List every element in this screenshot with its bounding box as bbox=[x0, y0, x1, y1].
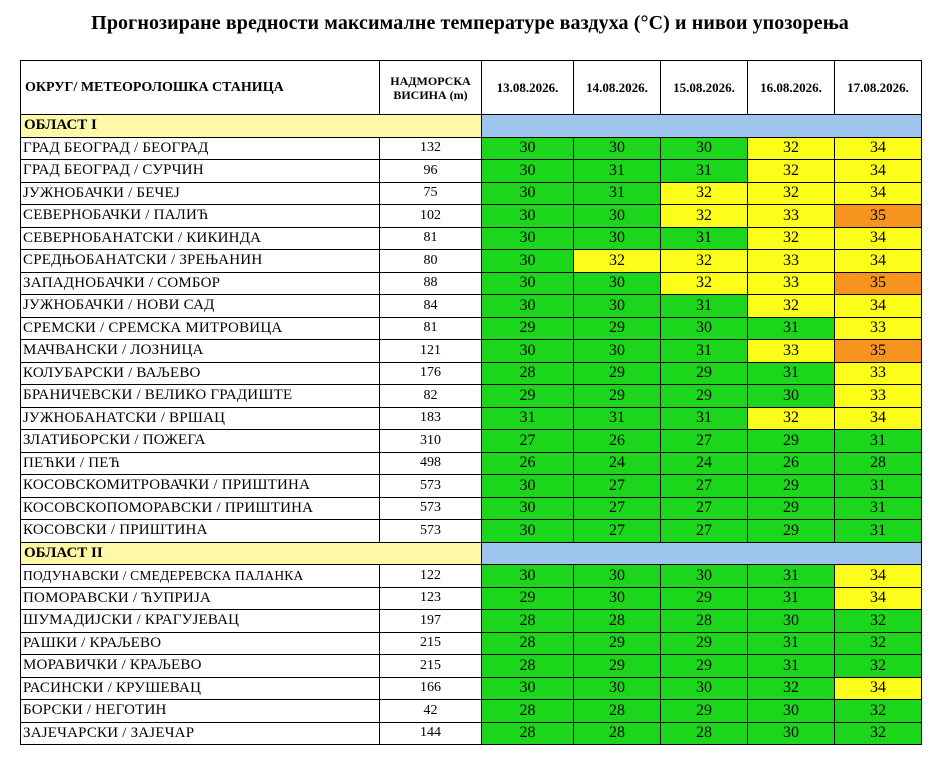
altitude-cell: 82 bbox=[380, 385, 482, 408]
temperature-cell: 32 bbox=[661, 205, 748, 228]
temperature-cell: 30 bbox=[482, 182, 574, 205]
temperature-cell: 27 bbox=[574, 520, 661, 543]
temperature-cell: 34 bbox=[835, 677, 922, 700]
date-column-header: 16.08.2026. bbox=[748, 61, 835, 115]
temperature-cell: 31 bbox=[835, 497, 922, 520]
station-name: КОСОВСКОПОМОРАВСКИ / ПРИШТИНА bbox=[21, 497, 380, 520]
temperature-cell: 30 bbox=[574, 205, 661, 228]
temperature-cell: 28 bbox=[574, 700, 661, 723]
altitude-cell: 96 bbox=[380, 160, 482, 183]
temperature-cell: 29 bbox=[482, 587, 574, 610]
temperature-cell: 29 bbox=[748, 475, 835, 498]
table-body bbox=[21, 115, 922, 745]
temperature-cell: 27 bbox=[661, 475, 748, 498]
temperature-cell: 30 bbox=[482, 137, 574, 160]
temperature-cell: 30 bbox=[482, 340, 574, 363]
altitude-cell: 310 bbox=[380, 430, 482, 453]
temperature-cell: 32 bbox=[748, 677, 835, 700]
station-name: РАСИНСКИ / КРУШЕВАЦ bbox=[21, 677, 380, 700]
temperature-cell: 32 bbox=[835, 632, 922, 655]
temperature-cell: 31 bbox=[661, 227, 748, 250]
temperature-cell: 33 bbox=[835, 317, 922, 340]
temperature-cell: 28 bbox=[482, 722, 574, 745]
header-row bbox=[21, 61, 922, 115]
station-name: ПЕЋКИ / ПЕЋ bbox=[21, 452, 380, 475]
temperature-cell: 30 bbox=[661, 677, 748, 700]
temperature-cell: 29 bbox=[574, 655, 661, 678]
temperature-cell: 33 bbox=[748, 250, 835, 273]
altitude-cell: 75 bbox=[380, 182, 482, 205]
temperature-cell: 30 bbox=[482, 250, 574, 273]
temperature-cell: 32 bbox=[748, 182, 835, 205]
temperature-cell: 34 bbox=[835, 407, 922, 430]
altitude-cell: 498 bbox=[380, 452, 482, 475]
station-name: ЈУЖНОБАЧКИ / БЕЧЕЈ bbox=[21, 182, 380, 205]
region-label: ОБЛАСТ II bbox=[21, 542, 482, 565]
temperature-cell: 32 bbox=[748, 295, 835, 318]
altitude-column-header: НАДМОРСКА ВИСИНА (m) bbox=[380, 61, 482, 115]
altitude-cell: 573 bbox=[380, 497, 482, 520]
station-name: ГРАД БЕОГРАД / СУРЧИН bbox=[21, 160, 380, 183]
table-row bbox=[21, 182, 922, 205]
temperature-cell: 32 bbox=[574, 250, 661, 273]
station-name: БРАНИЧЕВСКИ / ВЕЛИКО ГРАДИШТЕ bbox=[21, 385, 380, 408]
temperature-cell: 30 bbox=[574, 137, 661, 160]
station-name: СЕВЕРНОБАНАТСКИ / КИКИНДА bbox=[21, 227, 380, 250]
temperature-cell: 26 bbox=[748, 452, 835, 475]
temperature-cell: 28 bbox=[482, 655, 574, 678]
temperature-cell: 34 bbox=[835, 250, 922, 273]
station-name: СЕВЕРНОБАЧКИ / ПАЛИЋ bbox=[21, 205, 380, 228]
station-name: БОРСКИ / НЕГОТИН bbox=[21, 700, 380, 723]
temperature-cell: 30 bbox=[482, 565, 574, 588]
table-row bbox=[21, 317, 922, 340]
region-header-row bbox=[21, 115, 922, 138]
temperature-cell: 30 bbox=[482, 272, 574, 295]
temperature-cell: 30 bbox=[748, 610, 835, 633]
table-row bbox=[21, 497, 922, 520]
temperature-cell: 31 bbox=[748, 362, 835, 385]
temperature-cell: 34 bbox=[835, 160, 922, 183]
temperature-cell: 27 bbox=[661, 497, 748, 520]
temperature-cell: 30 bbox=[482, 520, 574, 543]
temperature-cell: 31 bbox=[748, 317, 835, 340]
station-name: ЗАПАДНОБАЧКИ / СОМБОР bbox=[21, 272, 380, 295]
region-header-row bbox=[21, 542, 922, 565]
temperature-cell: 30 bbox=[574, 340, 661, 363]
altitude-cell: 42 bbox=[380, 700, 482, 723]
table-row bbox=[21, 452, 922, 475]
temperature-cell: 28 bbox=[482, 362, 574, 385]
temperature-cell: 27 bbox=[661, 520, 748, 543]
temperature-cell: 33 bbox=[748, 340, 835, 363]
temperature-cell: 24 bbox=[661, 452, 748, 475]
temperature-cell: 30 bbox=[574, 272, 661, 295]
station-column-header: ОКРУГ/ МЕТЕОРОЛОШКА СТАНИЦА bbox=[21, 61, 380, 115]
temperature-cell: 32 bbox=[835, 655, 922, 678]
temperature-cell: 31 bbox=[835, 430, 922, 453]
temperature-cell: 32 bbox=[748, 137, 835, 160]
altitude-cell: 144 bbox=[380, 722, 482, 745]
temperature-cell: 31 bbox=[661, 295, 748, 318]
temperature-cell: 31 bbox=[482, 407, 574, 430]
temperature-cell: 26 bbox=[574, 430, 661, 453]
temperature-cell: 28 bbox=[482, 700, 574, 723]
temperature-cell: 30 bbox=[482, 227, 574, 250]
altitude-cell: 102 bbox=[380, 205, 482, 228]
temperature-cell: 31 bbox=[748, 565, 835, 588]
temperature-cell: 32 bbox=[661, 250, 748, 273]
temperature-cell: 31 bbox=[661, 407, 748, 430]
temperature-cell: 29 bbox=[748, 430, 835, 453]
table-row bbox=[21, 362, 922, 385]
temperature-cell: 29 bbox=[482, 317, 574, 340]
date-column-header: 14.08.2026. bbox=[574, 61, 661, 115]
temperature-cell: 30 bbox=[482, 497, 574, 520]
date-column-header: 15.08.2026. bbox=[661, 61, 748, 115]
temperature-cell: 29 bbox=[574, 317, 661, 340]
temperature-cell: 30 bbox=[748, 722, 835, 745]
temperature-cell: 27 bbox=[574, 475, 661, 498]
station-name: ПОМОРАВСКИ / ЋУПРИЈА bbox=[21, 587, 380, 610]
station-name: ШУМАДИЈСКИ / КРАГУЈЕВАЦ bbox=[21, 610, 380, 633]
table-row bbox=[21, 520, 922, 543]
temperature-cell: 33 bbox=[835, 385, 922, 408]
temperature-cell: 31 bbox=[574, 407, 661, 430]
temperature-cell: 30 bbox=[574, 677, 661, 700]
temperature-cell: 29 bbox=[574, 632, 661, 655]
temperature-cell: 30 bbox=[482, 295, 574, 318]
forecast-table bbox=[20, 60, 922, 745]
altitude-cell: 176 bbox=[380, 362, 482, 385]
temperature-cell: 29 bbox=[661, 362, 748, 385]
temperature-cell: 31 bbox=[835, 520, 922, 543]
table-row bbox=[21, 227, 922, 250]
page-title: Прогнозиране вредности максималне температуре ваздуха (°C) и нивои упозорења bbox=[91, 12, 849, 34]
temperature-cell: 30 bbox=[482, 677, 574, 700]
table-row bbox=[21, 385, 922, 408]
station-name: КОСОВСКИ / ПРИШТИНА bbox=[21, 520, 380, 543]
table-row bbox=[21, 475, 922, 498]
temperature-cell: 31 bbox=[835, 475, 922, 498]
temperature-cell: 31 bbox=[748, 632, 835, 655]
altitude-cell: 81 bbox=[380, 227, 482, 250]
temperature-cell: 34 bbox=[835, 295, 922, 318]
temperature-cell: 32 bbox=[661, 272, 748, 295]
temperature-cell: 29 bbox=[661, 587, 748, 610]
temperature-cell: 30 bbox=[482, 205, 574, 228]
temperature-cell: 33 bbox=[748, 205, 835, 228]
temperature-cell: 31 bbox=[574, 182, 661, 205]
temperature-cell: 32 bbox=[835, 722, 922, 745]
temperature-cell: 30 bbox=[661, 317, 748, 340]
region-bar bbox=[482, 115, 922, 138]
temperature-cell: 29 bbox=[574, 362, 661, 385]
altitude-cell: 132 bbox=[380, 137, 482, 160]
altitude-cell: 80 bbox=[380, 250, 482, 273]
table-row bbox=[21, 610, 922, 633]
temperature-cell: 29 bbox=[482, 385, 574, 408]
station-name: СРЕМСКИ / СРЕМСКА МИТРОВИЦА bbox=[21, 317, 380, 340]
altitude-cell: 122 bbox=[380, 565, 482, 588]
station-name: ЗАЈЕЧАРСКИ / ЗАЈЕЧАР bbox=[21, 722, 380, 745]
region-bar bbox=[482, 542, 922, 565]
date-column-header: 17.08.2026. bbox=[835, 61, 922, 115]
table-row bbox=[21, 272, 922, 295]
temperature-cell: 30 bbox=[748, 700, 835, 723]
altitude-cell: 183 bbox=[380, 407, 482, 430]
table-row bbox=[21, 295, 922, 318]
altitude-cell: 166 bbox=[380, 677, 482, 700]
temperature-cell: 32 bbox=[835, 610, 922, 633]
altitude-cell: 215 bbox=[380, 655, 482, 678]
station-name: ЗЛАТИБОРСКИ / ПОЖЕГА bbox=[21, 430, 380, 453]
temperature-cell: 32 bbox=[661, 182, 748, 205]
temperature-cell: 31 bbox=[661, 160, 748, 183]
region-label: ОБЛАСТ I bbox=[21, 115, 482, 138]
temperature-cell: 29 bbox=[574, 385, 661, 408]
table-row bbox=[21, 205, 922, 228]
temperature-cell: 24 bbox=[574, 452, 661, 475]
altitude-cell: 88 bbox=[380, 272, 482, 295]
station-name: МАЧВАНСКИ / ЛОЗНИЦА bbox=[21, 340, 380, 363]
table-row bbox=[21, 632, 922, 655]
temperature-cell: 34 bbox=[835, 587, 922, 610]
table-row bbox=[21, 677, 922, 700]
temperature-cell: 33 bbox=[835, 362, 922, 385]
temperature-cell: 30 bbox=[482, 160, 574, 183]
temperature-cell: 30 bbox=[574, 295, 661, 318]
temperature-cell: 31 bbox=[748, 587, 835, 610]
temperature-cell: 34 bbox=[835, 182, 922, 205]
temperature-cell: 31 bbox=[748, 655, 835, 678]
temperature-cell: 28 bbox=[574, 722, 661, 745]
temperature-cell: 34 bbox=[835, 137, 922, 160]
temperature-cell: 29 bbox=[661, 632, 748, 655]
table-row bbox=[21, 700, 922, 723]
temperature-cell: 29 bbox=[661, 700, 748, 723]
altitude-cell: 215 bbox=[380, 632, 482, 655]
station-name: ЈУЖНОБАЧКИ / НОВИ САД bbox=[21, 295, 380, 318]
temperature-cell: 32 bbox=[748, 160, 835, 183]
altitude-cell: 573 bbox=[380, 520, 482, 543]
temperature-cell: 29 bbox=[661, 655, 748, 678]
temperature-cell: 32 bbox=[748, 407, 835, 430]
temperature-cell: 32 bbox=[748, 227, 835, 250]
temperature-cell: 30 bbox=[661, 565, 748, 588]
temperature-cell: 28 bbox=[574, 610, 661, 633]
temperature-cell: 30 bbox=[482, 475, 574, 498]
temperature-cell: 35 bbox=[835, 205, 922, 228]
temperature-cell: 27 bbox=[661, 430, 748, 453]
station-name: ПОДУНАВСКИ / СМЕДЕРЕВСКА ПАЛАНКА bbox=[21, 565, 380, 588]
altitude-cell: 81 bbox=[380, 317, 482, 340]
station-name: КОЛУБАРСКИ / ВАЉЕВО bbox=[21, 362, 380, 385]
temperature-cell: 30 bbox=[574, 587, 661, 610]
temperature-cell: 28 bbox=[835, 452, 922, 475]
station-name: ЈУЖНОБАНАТСКИ / ВРШАЦ bbox=[21, 407, 380, 430]
temperature-cell: 30 bbox=[574, 227, 661, 250]
station-name: ГРАД БЕОГРАД / БЕОГРАД bbox=[21, 137, 380, 160]
temperature-cell: 28 bbox=[482, 632, 574, 655]
table-row bbox=[21, 250, 922, 273]
table-row bbox=[21, 340, 922, 363]
temperature-cell: 30 bbox=[574, 565, 661, 588]
altitude-cell: 573 bbox=[380, 475, 482, 498]
table-row bbox=[21, 565, 922, 588]
table-row bbox=[21, 407, 922, 430]
temperature-cell: 31 bbox=[574, 160, 661, 183]
temperature-cell: 30 bbox=[748, 385, 835, 408]
date-column-header: 13.08.2026. bbox=[482, 61, 574, 115]
temperature-cell: 29 bbox=[661, 385, 748, 408]
table-row bbox=[21, 430, 922, 453]
altitude-cell: 123 bbox=[380, 587, 482, 610]
temperature-cell: 34 bbox=[835, 565, 922, 588]
temperature-cell: 31 bbox=[661, 340, 748, 363]
station-name: МОРАВИЧКИ / КРАЉЕВО bbox=[21, 655, 380, 678]
table-row bbox=[21, 655, 922, 678]
temperature-cell: 29 bbox=[748, 497, 835, 520]
temperature-cell: 26 bbox=[482, 452, 574, 475]
table-row bbox=[21, 160, 922, 183]
altitude-cell: 197 bbox=[380, 610, 482, 633]
temperature-cell: 34 bbox=[835, 227, 922, 250]
temperature-cell: 29 bbox=[748, 520, 835, 543]
station-name: СРЕДЊОБАНАТСКИ / ЗРЕЊАНИН bbox=[21, 250, 380, 273]
altitude-cell: 121 bbox=[380, 340, 482, 363]
temperature-cell: 33 bbox=[748, 272, 835, 295]
temperature-cell: 27 bbox=[482, 430, 574, 453]
station-name: КОСОВСКОМИТРОВАЧКИ / ПРИШТИНА bbox=[21, 475, 380, 498]
table-row bbox=[21, 137, 922, 160]
temperature-cell: 28 bbox=[482, 610, 574, 633]
table-row bbox=[21, 587, 922, 610]
altitude-cell: 84 bbox=[380, 295, 482, 318]
temperature-cell: 28 bbox=[661, 722, 748, 745]
temperature-cell: 30 bbox=[661, 137, 748, 160]
station-name: РАШКИ / КРАЉЕВО bbox=[21, 632, 380, 655]
temperature-cell: 35 bbox=[835, 272, 922, 295]
temperature-cell: 27 bbox=[574, 497, 661, 520]
temperature-cell: 35 bbox=[835, 340, 922, 363]
table-row bbox=[21, 722, 922, 745]
temperature-cell: 32 bbox=[835, 700, 922, 723]
temperature-cell: 28 bbox=[661, 610, 748, 633]
